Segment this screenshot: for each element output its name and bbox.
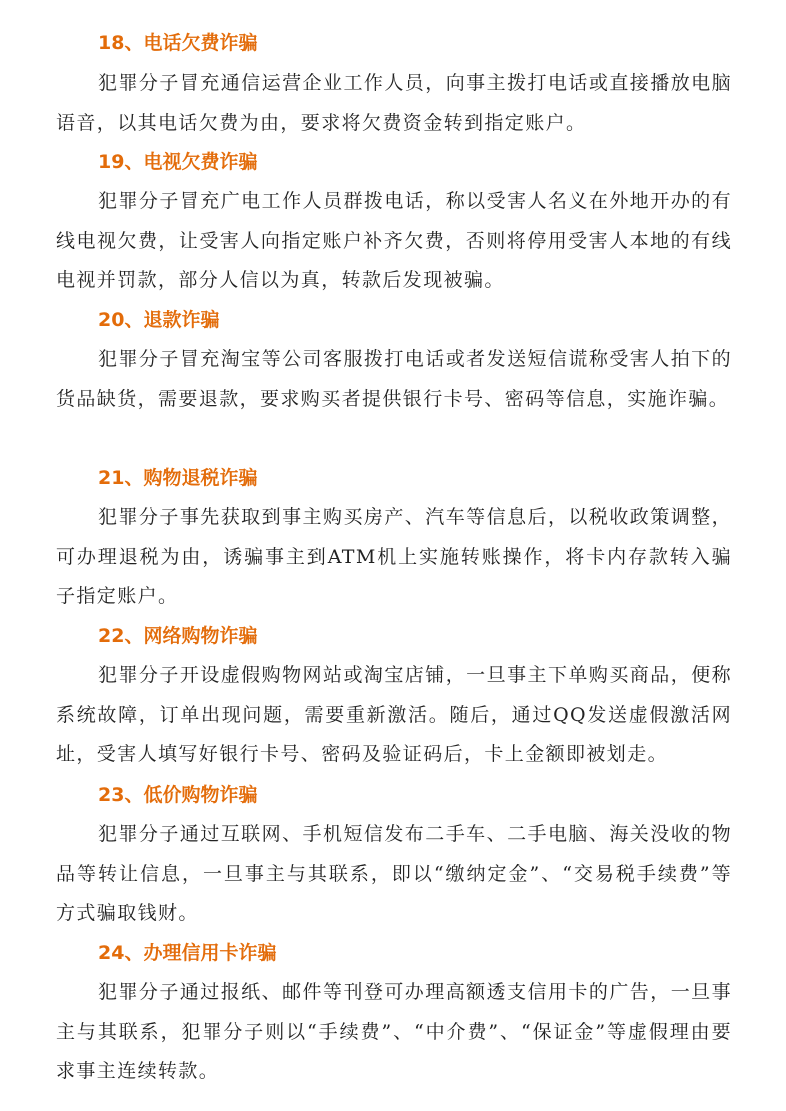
section-heading: 21、购物退税诈骗 (98, 467, 258, 489)
section-body: 犯罪分子通过报纸、邮件等刊登可办理高额透支信用卡的广告，一旦事主与其联系，犯罪分子则以“手续费”、“中介费”、“保证金”等虚假理由要求事主连续转款。 (56, 981, 732, 1083)
section-body: 犯罪分子冒充淘宝等公司客服拨打电话或者发送短信谎称受害人拍下的货品缺货，需要退款，要求购买者提供银行卡号、密码等信息，实施诈骗。 (56, 348, 732, 410)
section-heading: 23、低价购物诈骗 (98, 784, 258, 806)
section-heading: 24、办理信用卡诈骗 (98, 942, 277, 964)
section-body: 犯罪分子开设虚假购物网站或淘宝店铺，一旦事主下单购买商品，便称系统故障，订单出现问题，需要重新激活。随后，通过QQ发送虚假激活网址，受害人填写好银行卡号、密码及验证码后，卡上金额即被划走。 (56, 664, 732, 766)
section-heading: 20、退款诈骗 (98, 309, 220, 331)
section-heading: 18、电话欠费诈骗 (98, 32, 258, 54)
section-body: 犯罪分子事先获取到事主购买房产、汽车等信息后，以税收政策调整，可办理退税为由，诱骗事主到ATM机上实施转账操作，将卡内存款转入骗子指定账户。 (56, 506, 732, 608)
section-body: 犯罪分子通过互联网、手机短信发布二手车、二手电脑、海关没收的物品等转让信息，一旦事主与其联系，即以“缴纳定金”、“交易税手续费”等方式骗取钱财。 (56, 823, 732, 925)
section-body: 犯罪分子冒充通信运营企业工作人员，向事主拨打电话或直接播放电脑语音，以其电话欠费为由，要求将欠费资金转到指定账户。 (56, 72, 732, 134)
section-heading: 19、电视欠费诈骗 (98, 151, 258, 173)
section-body: 犯罪分子冒充广电工作人员群拨电话，称以受害人名义在外地开办的有线电视欠费，让受害人向指定账户补齐欠费，否则将停用受害人本地的有线电视并罚款，部分人信以为真，转款后发现被骗。 (56, 190, 732, 292)
section-heading: 22、网络购物诈骗 (98, 625, 258, 647)
